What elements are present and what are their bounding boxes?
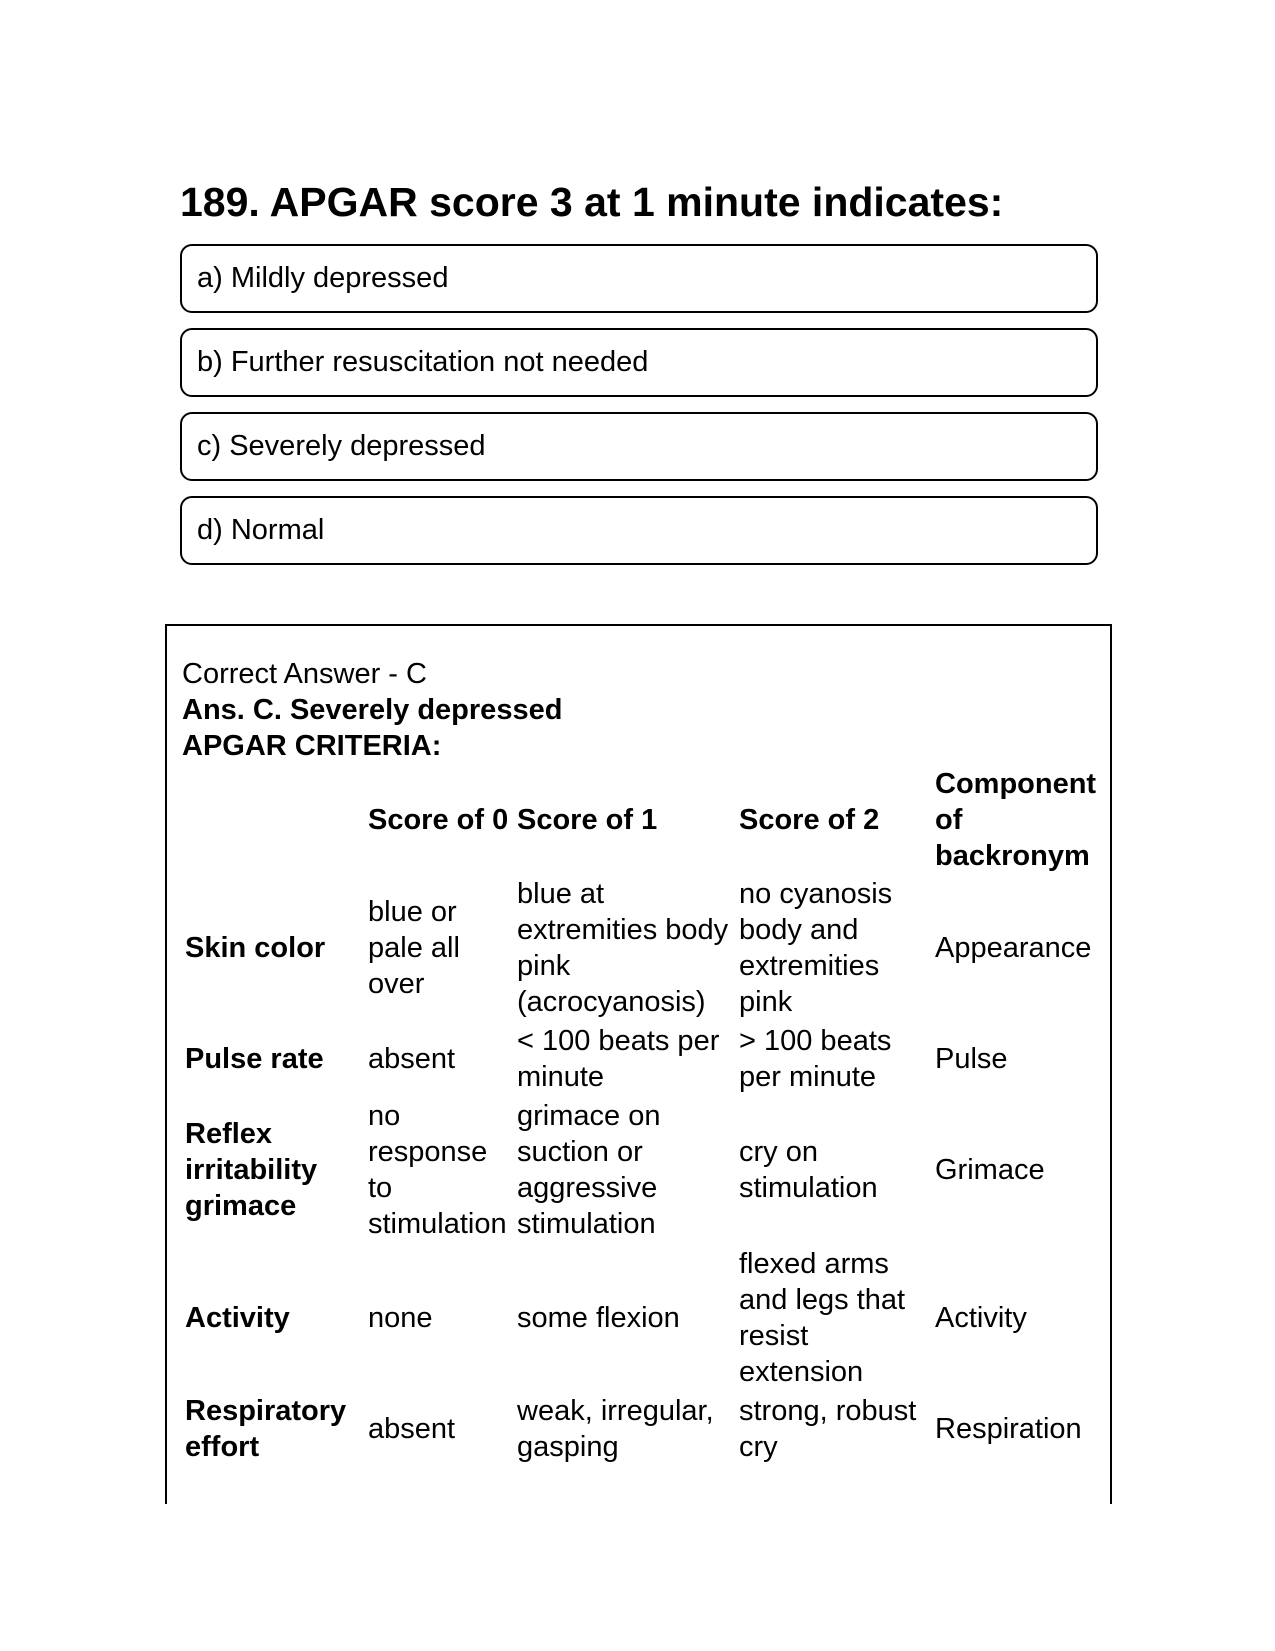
table-row-header: Skin color [185,932,326,964]
table-header-cell: Score of 1 [517,804,658,836]
table-cell: no cyanosis body and extremities pink [739,878,893,1018]
table-cell: no response to stimulation [368,1100,507,1240]
table-cell: absent [368,1413,456,1445]
table-row-header: Reflex irritability grimace [185,1118,318,1222]
answer-text [182,656,562,764]
table-cell: Respiration [935,1413,1082,1445]
apgar-criteria-table [182,766,1105,1466]
table-cell: Appearance [935,932,1092,964]
table-cell: grimace on suction or aggressive stimulation [517,1100,661,1240]
table-cell: < 100 beats per minute [517,1025,720,1093]
table-row [182,1244,1105,1392]
table-header-row [182,766,1105,874]
table-header-cell: Score of 2 [739,804,880,836]
table-cell: flexed arms and legs that resist extension [739,1248,906,1388]
table-row-header: Activity [185,1302,290,1334]
table-header-cell: Score of 0 [368,804,509,836]
table-cell: absent [368,1043,456,1075]
option-b[interactable]: b) Further resuscitation not needed [180,328,1098,397]
table-cell: > 100 beats per minute [739,1025,892,1093]
table-cell: blue at extremities body pink (acrocyanosis) [517,878,729,1018]
table-row [182,874,1105,1022]
table-cell: strong, robust cry [739,1395,917,1463]
option-c[interactable]: c) Severely depressed [180,412,1098,481]
option-d[interactable]: d) Normal [180,496,1098,565]
question-title: 189. APGAR score 3 at 1 minute indicates: [180,179,1004,225]
table-cell: some flexion [517,1302,680,1334]
table-cell: Activity [935,1302,1027,1334]
table-cell: Pulse [935,1043,1008,1075]
table-row-header: Respiratory effort [185,1395,347,1463]
table-row [182,1096,1105,1244]
answer-title: Ans. C. Severely depressed [182,694,563,726]
table-cell: cry on stimulation [739,1136,878,1204]
answer-options [180,244,1098,580]
table-cell: Grimace [935,1154,1045,1186]
criteria-heading: APGAR CRITERIA: [182,730,442,762]
table-row [182,1392,1105,1466]
table-row [182,1022,1105,1096]
correct-answer-line: Correct Answer - C [182,658,427,690]
table-header-cell: Component of backronym [935,768,1097,872]
option-a[interactable]: a) Mildly depressed [180,244,1098,313]
table-cell: weak, irregular, gasping [517,1395,714,1463]
table-cell: none [368,1302,433,1334]
table-header-cell [182,766,365,874]
table-cell: blue or pale all over [368,896,460,1000]
answer-explanation-box [165,624,1112,1504]
table-row-header: Pulse rate [185,1043,324,1075]
